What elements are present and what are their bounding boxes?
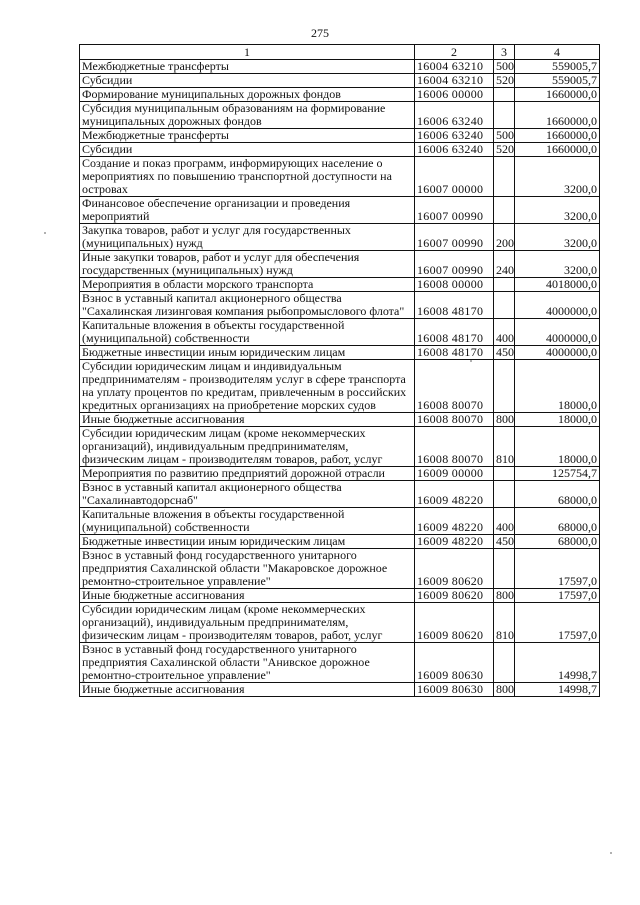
row-code: 16009 48220 [415, 508, 494, 535]
row-code: 16007 00000 [415, 157, 494, 197]
row-amount: 68000,0 [515, 481, 600, 508]
row-code: 16007 00990 [415, 197, 494, 224]
table-row [80, 319, 600, 346]
row-amount: 559005,7 [515, 74, 600, 88]
row-code: 16008 80070 [415, 427, 494, 467]
row-expense-type [494, 278, 515, 292]
row-amount: 18000,0 [515, 427, 600, 467]
row-amount: 3200,0 [515, 197, 600, 224]
row-code: 16009 80630 [415, 643, 494, 683]
row-name: Иные бюджетные ассигнования [80, 589, 415, 603]
table-row [80, 292, 600, 319]
column-header-1: 1 [80, 45, 415, 60]
row-code: 16009 48220 [415, 481, 494, 508]
row-name: Бюджетные инвестиции иным юридическим лицам [80, 535, 415, 549]
table-row [80, 60, 600, 74]
row-name: Взнос в уставный капитал акционерного общества "Сахалинавтодорснаб" [80, 481, 415, 508]
table-row [80, 467, 600, 481]
row-expense-type: 800 [494, 683, 515, 697]
row-name: Формирование муниципальных дорожных фондов [80, 88, 415, 102]
row-code: 16004 63210 [415, 60, 494, 74]
row-name: Межбюджетные трансферты [80, 129, 415, 143]
table-row [80, 278, 600, 292]
row-expense-type [494, 197, 515, 224]
table-row [80, 603, 600, 643]
row-name: Капитальные вложения в объекты государственной (муниципальной) собственности [80, 508, 415, 535]
row-amount: 125754,7 [515, 467, 600, 481]
row-expense-type [494, 360, 515, 413]
row-name: Субсидии [80, 74, 415, 88]
row-name: Иные закупки товаров, работ и услуг для обеспечения государственных (муниципальных) нужд [80, 251, 415, 278]
row-name: Иные бюджетные ассигнования [80, 683, 415, 697]
row-amount: 4000000,0 [515, 319, 600, 346]
row-amount: 4018000,0 [515, 278, 600, 292]
row-expense-type: 800 [494, 413, 515, 427]
row-name: Межбюджетные трансферты [80, 60, 415, 74]
row-expense-type [494, 643, 515, 683]
table-row [80, 157, 600, 197]
row-expense-type [494, 88, 515, 102]
table-row [80, 360, 600, 413]
row-name: Субсидия муниципальным образованиям на формирование муниципальных дорожных фондов [80, 102, 415, 129]
row-name: Мероприятия в области морского транспорта [80, 278, 415, 292]
row-expense-type: 800 [494, 589, 515, 603]
row-code: 16009 80620 [415, 549, 494, 589]
row-name: Субсидии юридическим лицам и индивидуальным предпринимателям - производителям услуг в сфере транспорта на уплату процентов по кредитам, привлеченным в российских кредитных организациях на приобретение морских судов [80, 360, 415, 413]
row-amount: 1660000,0 [515, 129, 600, 143]
row-code: 16009 80620 [415, 603, 494, 643]
row-name: Закупка товаров, работ и услуг для государственных (муниципальных) нужд [80, 224, 415, 251]
row-amount: 14998,7 [515, 643, 600, 683]
scan-speck [610, 852, 612, 854]
row-amount: 3200,0 [515, 224, 600, 251]
row-expense-type [494, 292, 515, 319]
row-expense-type: 200 [494, 224, 515, 251]
row-name: Субсидии юридическим лицам (кроме некоммерческих организаций), индивидуальным предпринимателям, физическим лицам - производителям товаров, работ, услуг [80, 427, 415, 467]
row-expense-type: 810 [494, 427, 515, 467]
scan-speck [470, 360, 472, 362]
row-code: 16008 48170 [415, 319, 494, 346]
row-name: Бюджетные инвестиции иным юридическим лицам [80, 346, 415, 360]
row-code: 16006 00000 [415, 88, 494, 102]
row-expense-type: 400 [494, 508, 515, 535]
row-code: 16009 48220 [415, 535, 494, 549]
row-amount: 3200,0 [515, 251, 600, 278]
row-name: Взнос в уставный фонд государственного унитарного предприятия Сахалинской области "Анивское дорожное ремонтно-строительное управление" [80, 643, 415, 683]
table-row [80, 413, 600, 427]
table-row [80, 549, 600, 589]
row-expense-type [494, 102, 515, 129]
row-amount: 17597,0 [515, 549, 600, 589]
row-code: 16008 00000 [415, 278, 494, 292]
row-code: 16008 80070 [415, 413, 494, 427]
table-row [80, 535, 600, 549]
table-row [80, 74, 600, 88]
table-row [80, 427, 600, 467]
row-amount: 1660000,0 [515, 102, 600, 129]
table-row [80, 197, 600, 224]
row-code: 16009 80620 [415, 589, 494, 603]
row-expense-type [494, 549, 515, 589]
table-row [80, 589, 600, 603]
row-expense-type: 520 [494, 74, 515, 88]
row-name: Капитальные вложения в объекты государственной (муниципальной) собственности [80, 319, 415, 346]
row-expense-type: 240 [494, 251, 515, 278]
page-number: 275 [311, 26, 329, 40]
row-expense-type: 520 [494, 143, 515, 157]
row-expense-type: 810 [494, 603, 515, 643]
row-amount: 3200,0 [515, 157, 600, 197]
row-code: 16008 48170 [415, 292, 494, 319]
table-row [80, 508, 600, 535]
budget-table-body [80, 45, 600, 697]
row-expense-type: 450 [494, 346, 515, 360]
table-row [80, 129, 600, 143]
row-expense-type [494, 481, 515, 508]
row-name: Мероприятия по развитию предприятий дорожной отрасли [80, 467, 415, 481]
row-code: 16007 00990 [415, 224, 494, 251]
scan-speck [44, 232, 46, 234]
row-name: Взнос в уставный фонд государственного унитарного предприятия Сахалинской области "Макаровское дорожное ремонтно-строительное управление" [80, 549, 415, 589]
row-expense-type: 400 [494, 319, 515, 346]
row-amount: 4000000,0 [515, 292, 600, 319]
row-expense-type [494, 467, 515, 481]
table-row [80, 481, 600, 508]
table-row [80, 643, 600, 683]
row-name: Субсидии [80, 143, 415, 157]
row-code: 16004 63210 [415, 74, 494, 88]
row-amount: 17597,0 [515, 603, 600, 643]
row-code: 16007 00990 [415, 251, 494, 278]
row-code: 16006 63240 [415, 129, 494, 143]
column-header-4: 4 [515, 45, 600, 60]
table-row [80, 143, 600, 157]
header-row [80, 45, 600, 60]
row-amount: 1660000,0 [515, 88, 600, 102]
table-row [80, 346, 600, 360]
row-amount: 1660000,0 [515, 143, 600, 157]
row-code: 16009 00000 [415, 467, 494, 481]
row-name: Субсидии юридическим лицам (кроме некоммерческих организаций), индивидуальным предпринимателям, физическим лицам - производителям товаров, работ, услуг [80, 603, 415, 643]
row-expense-type: 500 [494, 129, 515, 143]
table-row [80, 683, 600, 697]
row-name: Создание и показ программ, информирующих население о мероприятиях по повышению транспортной доступности на островах [80, 157, 415, 197]
row-expense-type: 450 [494, 535, 515, 549]
table-row [80, 224, 600, 251]
row-amount: 18000,0 [515, 360, 600, 413]
column-header-3: 3 [494, 45, 515, 60]
table-row [80, 251, 600, 278]
row-name: Иные бюджетные ассигнования [80, 413, 415, 427]
row-expense-type [494, 157, 515, 197]
row-name: Финансовое обеспечение организации и проведения мероприятий [80, 197, 415, 224]
row-code: 16006 63240 [415, 102, 494, 129]
row-amount: 68000,0 [515, 535, 600, 549]
row-amount: 4000000,0 [515, 346, 600, 360]
row-amount: 17597,0 [515, 589, 600, 603]
row-code: 16009 80630 [415, 683, 494, 697]
row-amount: 559005,7 [515, 60, 600, 74]
row-amount: 14998,7 [515, 683, 600, 697]
row-amount: 18000,0 [515, 413, 600, 427]
row-amount: 68000,0 [515, 508, 600, 535]
budget-table [79, 44, 600, 697]
row-code: 16006 63240 [415, 143, 494, 157]
table-row [80, 88, 600, 102]
row-code: 16008 48170 [415, 346, 494, 360]
row-name: Взнос в уставный капитал акционерного общества "Сахалинская лизинговая компания рыбопромыслового флота" [80, 292, 415, 319]
row-expense-type: 500 [494, 60, 515, 74]
table-row [80, 102, 600, 129]
row-code: 16008 80070 [415, 360, 494, 413]
column-header-2: 2 [415, 45, 494, 60]
